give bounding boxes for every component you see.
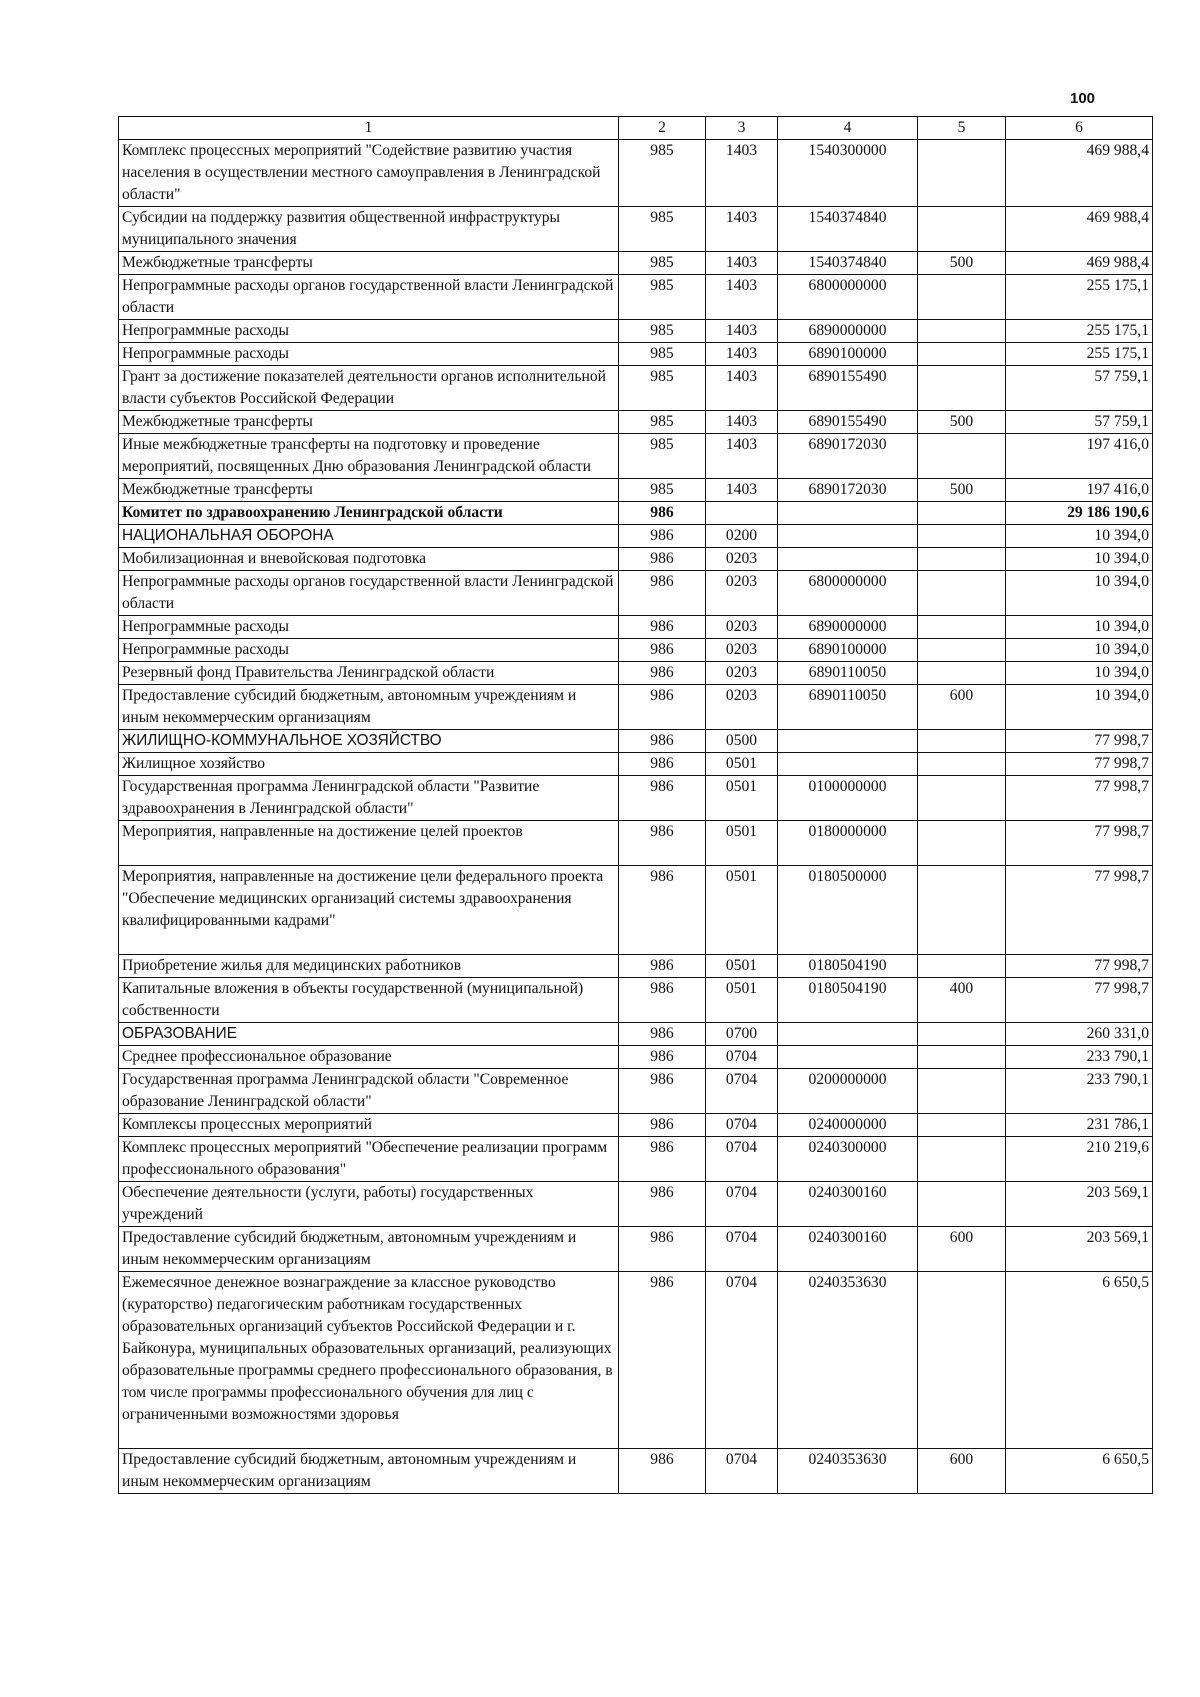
table-row	[119, 571, 1153, 616]
amount-cell: 10 394,0	[1006, 685, 1153, 730]
target-article-cell: 0240353630	[778, 1272, 918, 1449]
amount-cell: 77 998,7	[1006, 866, 1153, 955]
target-article-cell	[778, 548, 918, 571]
section-code-cell: 0203	[706, 548, 778, 571]
expense-type-cell: 500	[918, 479, 1006, 502]
row-name-cell: Комплексы процессных мероприятий	[119, 1114, 619, 1137]
amount-cell: 77 998,7	[1006, 821, 1153, 866]
table-row	[119, 1137, 1153, 1182]
target-article-cell	[778, 1046, 918, 1069]
row-name-cell: ОБРАЗОВАНИЕ	[119, 1023, 619, 1046]
expense-type-cell	[918, 821, 1006, 866]
expense-type-cell	[918, 1069, 1006, 1114]
admin-code-cell: 986	[619, 776, 706, 821]
admin-code-cell: 985	[619, 343, 706, 366]
amount-cell: 57 759,1	[1006, 366, 1153, 411]
amount-cell: 77 998,7	[1006, 776, 1153, 821]
admin-code-cell: 986	[619, 571, 706, 616]
row-name-cell: Ежемесячное денежное вознаграждение за классное руководство (кураторство) педагогическим работникам государственных образовательных организаций субъектов Российской Федерации и г. Байконура, муниципальных образовательных организаций, реализующих образовательные программы среднего профессионального образования, в том числе программы профессионального обучения для лиц с ограниченными возможностями здоровья	[119, 1272, 619, 1449]
row-name-cell: Резервный фонд Правительства Ленинградской области	[119, 662, 619, 685]
amount-cell: 233 790,1	[1006, 1046, 1153, 1069]
expense-type-cell: 600	[918, 685, 1006, 730]
row-name-cell: Межбюджетные трансферты	[119, 479, 619, 502]
section-code-cell: 0704	[706, 1069, 778, 1114]
section-code-cell	[706, 502, 778, 525]
table-row	[119, 525, 1153, 548]
target-article-cell: 6890172030	[778, 479, 918, 502]
expense-type-cell	[918, 1182, 1006, 1227]
target-article-cell: 1540374840	[778, 207, 918, 252]
row-name-cell: Непрограммные расходы	[119, 343, 619, 366]
table-row	[119, 662, 1153, 685]
admin-code-cell: 986	[619, 1046, 706, 1069]
target-article-cell: 0240300160	[778, 1182, 918, 1227]
amount-cell: 29 186 190,6	[1006, 502, 1153, 525]
table-row	[119, 434, 1153, 479]
amount-cell: 77 998,7	[1006, 955, 1153, 978]
section-code-cell: 0704	[706, 1449, 778, 1494]
amount-cell: 231 786,1	[1006, 1114, 1153, 1137]
table-row	[119, 275, 1153, 320]
table-row	[119, 616, 1153, 639]
target-article-cell	[778, 730, 918, 753]
target-article-cell: 0180504190	[778, 978, 918, 1023]
expense-type-cell: 500	[918, 411, 1006, 434]
admin-code-cell: 986	[619, 1449, 706, 1494]
section-code-cell: 0500	[706, 730, 778, 753]
expense-type-cell	[918, 662, 1006, 685]
row-name-cell: Государственная программа Ленинградской области "Развитие здравоохранения в Ленинградской области"	[119, 776, 619, 821]
row-name-cell: Непрограммные расходы органов государственной власти Ленинградской области	[119, 571, 619, 616]
expense-type-cell	[918, 434, 1006, 479]
target-article-cell: 6890100000	[778, 639, 918, 662]
expense-type-cell	[918, 548, 1006, 571]
admin-code-cell: 985	[619, 320, 706, 343]
amount-cell: 10 394,0	[1006, 571, 1153, 616]
amount-cell: 6 650,5	[1006, 1449, 1153, 1494]
admin-code-cell: 986	[619, 662, 706, 685]
budget-table	[118, 116, 1153, 1494]
target-article-cell: 6890110050	[778, 685, 918, 730]
admin-code-cell: 985	[619, 411, 706, 434]
table-row	[119, 639, 1153, 662]
table-row	[119, 1272, 1153, 1449]
row-name-cell: Мероприятия, направленные на достижение цели федерального проекта "Обеспечение медицинских организаций системы здравоохранения квалифицированными кадрами"	[119, 866, 619, 955]
row-name-cell: Комплекс процессных мероприятий "Обеспечение реализации программ профессионального образования"	[119, 1137, 619, 1182]
amount-cell: 77 998,7	[1006, 753, 1153, 776]
row-name-cell: Иные межбюджетные трансферты на подготовку и проведение мероприятий, посвященных Дню образования Ленинградской области	[119, 434, 619, 479]
section-code-cell: 0203	[706, 616, 778, 639]
row-name-cell: Непрограммные расходы	[119, 320, 619, 343]
admin-code-cell: 986	[619, 1137, 706, 1182]
admin-code-cell: 986	[619, 502, 706, 525]
expense-type-cell	[918, 1137, 1006, 1182]
row-name-cell: Межбюджетные трансферты	[119, 252, 619, 275]
row-name-cell: Мероприятия, направленные на достижение целей проектов	[119, 821, 619, 866]
table-row	[119, 1046, 1153, 1069]
row-name-cell: НАЦИОНАЛЬНАЯ ОБОРОНА	[119, 525, 619, 548]
table-row	[119, 207, 1153, 252]
amount-cell: 10 394,0	[1006, 548, 1153, 571]
row-name-cell: Предоставление субсидий бюджетным, автономным учреждениям и иным некоммерческим организациям	[119, 685, 619, 730]
admin-code-cell: 985	[619, 479, 706, 502]
row-name-cell: Комитет по здравоохранению Ленинградской области	[119, 502, 619, 525]
section-code-cell: 0704	[706, 1114, 778, 1137]
section-code-cell: 0203	[706, 662, 778, 685]
table-row	[119, 140, 1153, 207]
expense-type-cell	[918, 866, 1006, 955]
amount-cell: 57 759,1	[1006, 411, 1153, 434]
row-name-cell: Государственная программа Ленинградской области "Современное образование Ленинградской области"	[119, 1069, 619, 1114]
admin-code-cell: 986	[619, 525, 706, 548]
amount-cell: 469 988,4	[1006, 252, 1153, 275]
target-article-cell: 0180504190	[778, 955, 918, 978]
target-article-cell: 6890155490	[778, 411, 918, 434]
amount-cell: 255 175,1	[1006, 275, 1153, 320]
row-name-cell: Непрограммные расходы органов государственной власти Ленинградской области	[119, 275, 619, 320]
table-row	[119, 1449, 1153, 1494]
amount-cell: 197 416,0	[1006, 479, 1153, 502]
header-cell-2: 2	[619, 117, 706, 140]
table-row	[119, 753, 1153, 776]
admin-code-cell: 986	[619, 1069, 706, 1114]
target-article-cell	[778, 1023, 918, 1046]
row-name-cell: Непрограммные расходы	[119, 616, 619, 639]
row-name-cell: Предоставление субсидий бюджетным, автономным учреждениям и иным некоммерческим организациям	[119, 1449, 619, 1494]
expense-type-cell	[918, 502, 1006, 525]
row-name-cell: Субсидии на поддержку развития общественной инфраструктуры муниципального значения	[119, 207, 619, 252]
row-name-cell: ЖИЛИЩНО-КОММУНАЛЬНОЕ ХОЗЯЙСТВО	[119, 730, 619, 753]
table-row	[119, 1227, 1153, 1272]
admin-code-cell: 986	[619, 685, 706, 730]
table-row	[119, 685, 1153, 730]
table-body	[119, 117, 1153, 1494]
table-row	[119, 1069, 1153, 1114]
target-article-cell: 0240300160	[778, 1227, 918, 1272]
target-article-cell: 0240353630	[778, 1449, 918, 1494]
target-article-cell: 1540374840	[778, 252, 918, 275]
admin-code-cell: 986	[619, 1272, 706, 1449]
admin-code-cell: 985	[619, 275, 706, 320]
admin-code-cell: 986	[619, 639, 706, 662]
expense-type-cell	[918, 730, 1006, 753]
expense-type-cell	[918, 140, 1006, 207]
admin-code-cell: 986	[619, 1227, 706, 1272]
expense-type-cell	[918, 320, 1006, 343]
row-name-cell: Мобилизационная и вневойсковая подготовка	[119, 548, 619, 571]
expense-type-cell: 600	[918, 1449, 1006, 1494]
admin-code-cell: 986	[619, 616, 706, 639]
section-code-cell: 1403	[706, 275, 778, 320]
target-article-cell: 0240000000	[778, 1114, 918, 1137]
table-row	[119, 411, 1153, 434]
section-code-cell: 1403	[706, 140, 778, 207]
table-row	[119, 548, 1153, 571]
section-code-cell: 1403	[706, 411, 778, 434]
amount-cell: 255 175,1	[1006, 343, 1153, 366]
target-article-cell: 6800000000	[778, 571, 918, 616]
admin-code-cell: 986	[619, 1023, 706, 1046]
expense-type-cell	[918, 955, 1006, 978]
expense-type-cell	[918, 571, 1006, 616]
admin-code-cell: 985	[619, 252, 706, 275]
amount-cell: 469 988,4	[1006, 207, 1153, 252]
section-code-cell: 1403	[706, 434, 778, 479]
row-name-cell: Грант за достижение показателей деятельности органов исполнительной власти субъектов Российской Федерации	[119, 366, 619, 411]
admin-code-cell: 986	[619, 730, 706, 753]
admin-code-cell: 986	[619, 548, 706, 571]
table-row	[119, 978, 1153, 1023]
expense-type-cell	[918, 275, 1006, 320]
row-name-cell: Среднее профессиональное образование	[119, 1046, 619, 1069]
table-row	[119, 1023, 1153, 1046]
admin-code-cell: 985	[619, 366, 706, 411]
table-row	[119, 955, 1153, 978]
table-row	[119, 1182, 1153, 1227]
header-cell-5: 5	[918, 117, 1006, 140]
expense-type-cell	[918, 616, 1006, 639]
expense-type-cell	[918, 1046, 1006, 1069]
section-code-cell: 0203	[706, 639, 778, 662]
amount-cell: 469 988,4	[1006, 140, 1153, 207]
table-row	[119, 252, 1153, 275]
section-code-cell: 0704	[706, 1272, 778, 1449]
admin-code-cell: 986	[619, 978, 706, 1023]
section-code-cell: 0501	[706, 753, 778, 776]
amount-cell: 77 998,7	[1006, 978, 1153, 1023]
section-code-cell: 0704	[706, 1137, 778, 1182]
expense-type-cell	[918, 776, 1006, 821]
target-article-cell	[778, 753, 918, 776]
expense-type-cell: 400	[918, 978, 1006, 1023]
section-code-cell: 1403	[706, 343, 778, 366]
admin-code-cell: 985	[619, 434, 706, 479]
expense-type-cell	[918, 1114, 1006, 1137]
target-article-cell: 6890155490	[778, 366, 918, 411]
target-article-cell: 6800000000	[778, 275, 918, 320]
section-code-cell: 1403	[706, 479, 778, 502]
amount-cell: 197 416,0	[1006, 434, 1153, 479]
row-name-cell: Непрограммные расходы	[119, 639, 619, 662]
table-row	[119, 479, 1153, 502]
amount-cell: 77 998,7	[1006, 730, 1153, 753]
admin-code-cell: 985	[619, 207, 706, 252]
admin-code-cell: 986	[619, 753, 706, 776]
amount-cell: 233 790,1	[1006, 1069, 1153, 1114]
header-cell-3: 3	[706, 117, 778, 140]
target-article-cell	[778, 525, 918, 548]
row-name-cell: Приобретение жилья для медицинских работников	[119, 955, 619, 978]
section-code-cell: 0704	[706, 1227, 778, 1272]
amount-cell: 203 569,1	[1006, 1182, 1153, 1227]
table-row	[119, 1114, 1153, 1137]
header-cell-6: 6	[1006, 117, 1153, 140]
target-article-cell: 6890110050	[778, 662, 918, 685]
target-article-cell: 0180500000	[778, 866, 918, 955]
row-name-cell: Предоставление субсидий бюджетным, автономным учреждениям и иным некоммерческим организациям	[119, 1227, 619, 1272]
section-code-cell: 0501	[706, 776, 778, 821]
section-code-cell: 1403	[706, 252, 778, 275]
target-article-cell: 6890000000	[778, 616, 918, 639]
expense-type-cell	[918, 366, 1006, 411]
table-row	[119, 821, 1153, 866]
table-row	[119, 320, 1153, 343]
target-article-cell: 0200000000	[778, 1069, 918, 1114]
expense-type-cell: 500	[918, 252, 1006, 275]
section-code-cell: 0501	[706, 821, 778, 866]
amount-cell: 10 394,0	[1006, 616, 1153, 639]
amount-cell: 10 394,0	[1006, 639, 1153, 662]
row-name-cell: Жилищное хозяйство	[119, 753, 619, 776]
admin-code-cell: 986	[619, 1182, 706, 1227]
expense-type-cell	[918, 1272, 1006, 1449]
section-code-cell: 0501	[706, 978, 778, 1023]
table-row	[119, 866, 1153, 955]
table-row	[119, 730, 1153, 753]
expense-type-cell: 600	[918, 1227, 1006, 1272]
table-row	[119, 366, 1153, 411]
target-article-cell: 6890000000	[778, 320, 918, 343]
page-number: 100	[1070, 90, 1096, 107]
expense-type-cell	[918, 1023, 1006, 1046]
section-code-cell: 0704	[706, 1182, 778, 1227]
table-row	[119, 343, 1153, 366]
row-name-cell: Капитальные вложения в объекты государственной (муниципальной) собственности	[119, 978, 619, 1023]
section-code-cell: 0203	[706, 685, 778, 730]
expense-type-cell	[918, 753, 1006, 776]
admin-code-cell: 986	[619, 1114, 706, 1137]
row-name-cell: Комплекс процессных мероприятий "Содействие развитию участия населения в осуществлении местного самоуправления в Ленинградской области"	[119, 140, 619, 207]
section-code-cell: 0501	[706, 866, 778, 955]
target-article-cell: 0240300000	[778, 1137, 918, 1182]
section-code-cell: 1403	[706, 207, 778, 252]
target-article-cell: 6890100000	[778, 343, 918, 366]
header-cell-1: 1	[119, 117, 619, 140]
row-name-cell: Межбюджетные трансферты	[119, 411, 619, 434]
section-code-cell: 0704	[706, 1046, 778, 1069]
expense-type-cell	[918, 525, 1006, 548]
amount-cell: 6 650,5	[1006, 1272, 1153, 1449]
admin-code-cell: 986	[619, 955, 706, 978]
amount-cell: 10 394,0	[1006, 525, 1153, 548]
section-code-cell: 0501	[706, 955, 778, 978]
section-code-cell: 0200	[706, 525, 778, 548]
target-article-cell: 0180000000	[778, 821, 918, 866]
target-article-cell: 1540300000	[778, 140, 918, 207]
admin-code-cell: 986	[619, 821, 706, 866]
section-code-cell: 1403	[706, 320, 778, 343]
target-article-cell: 6890172030	[778, 434, 918, 479]
amount-cell: 10 394,0	[1006, 662, 1153, 685]
table-header-row	[119, 117, 1153, 140]
amount-cell: 260 331,0	[1006, 1023, 1153, 1046]
expense-type-cell	[918, 207, 1006, 252]
header-cell-4: 4	[778, 117, 918, 140]
amount-cell: 255 175,1	[1006, 320, 1153, 343]
table-row	[119, 502, 1153, 525]
admin-code-cell: 985	[619, 140, 706, 207]
row-name-cell: Обеспечение деятельности (услуги, работы) государственных учреждений	[119, 1182, 619, 1227]
table-row	[119, 776, 1153, 821]
section-code-cell: 0700	[706, 1023, 778, 1046]
section-code-cell: 1403	[706, 366, 778, 411]
admin-code-cell: 986	[619, 866, 706, 955]
amount-cell: 203 569,1	[1006, 1227, 1153, 1272]
amount-cell: 210 219,6	[1006, 1137, 1153, 1182]
expense-type-cell	[918, 639, 1006, 662]
target-article-cell: 0100000000	[778, 776, 918, 821]
target-article-cell	[778, 502, 918, 525]
expense-type-cell	[918, 343, 1006, 366]
section-code-cell: 0203	[706, 571, 778, 616]
